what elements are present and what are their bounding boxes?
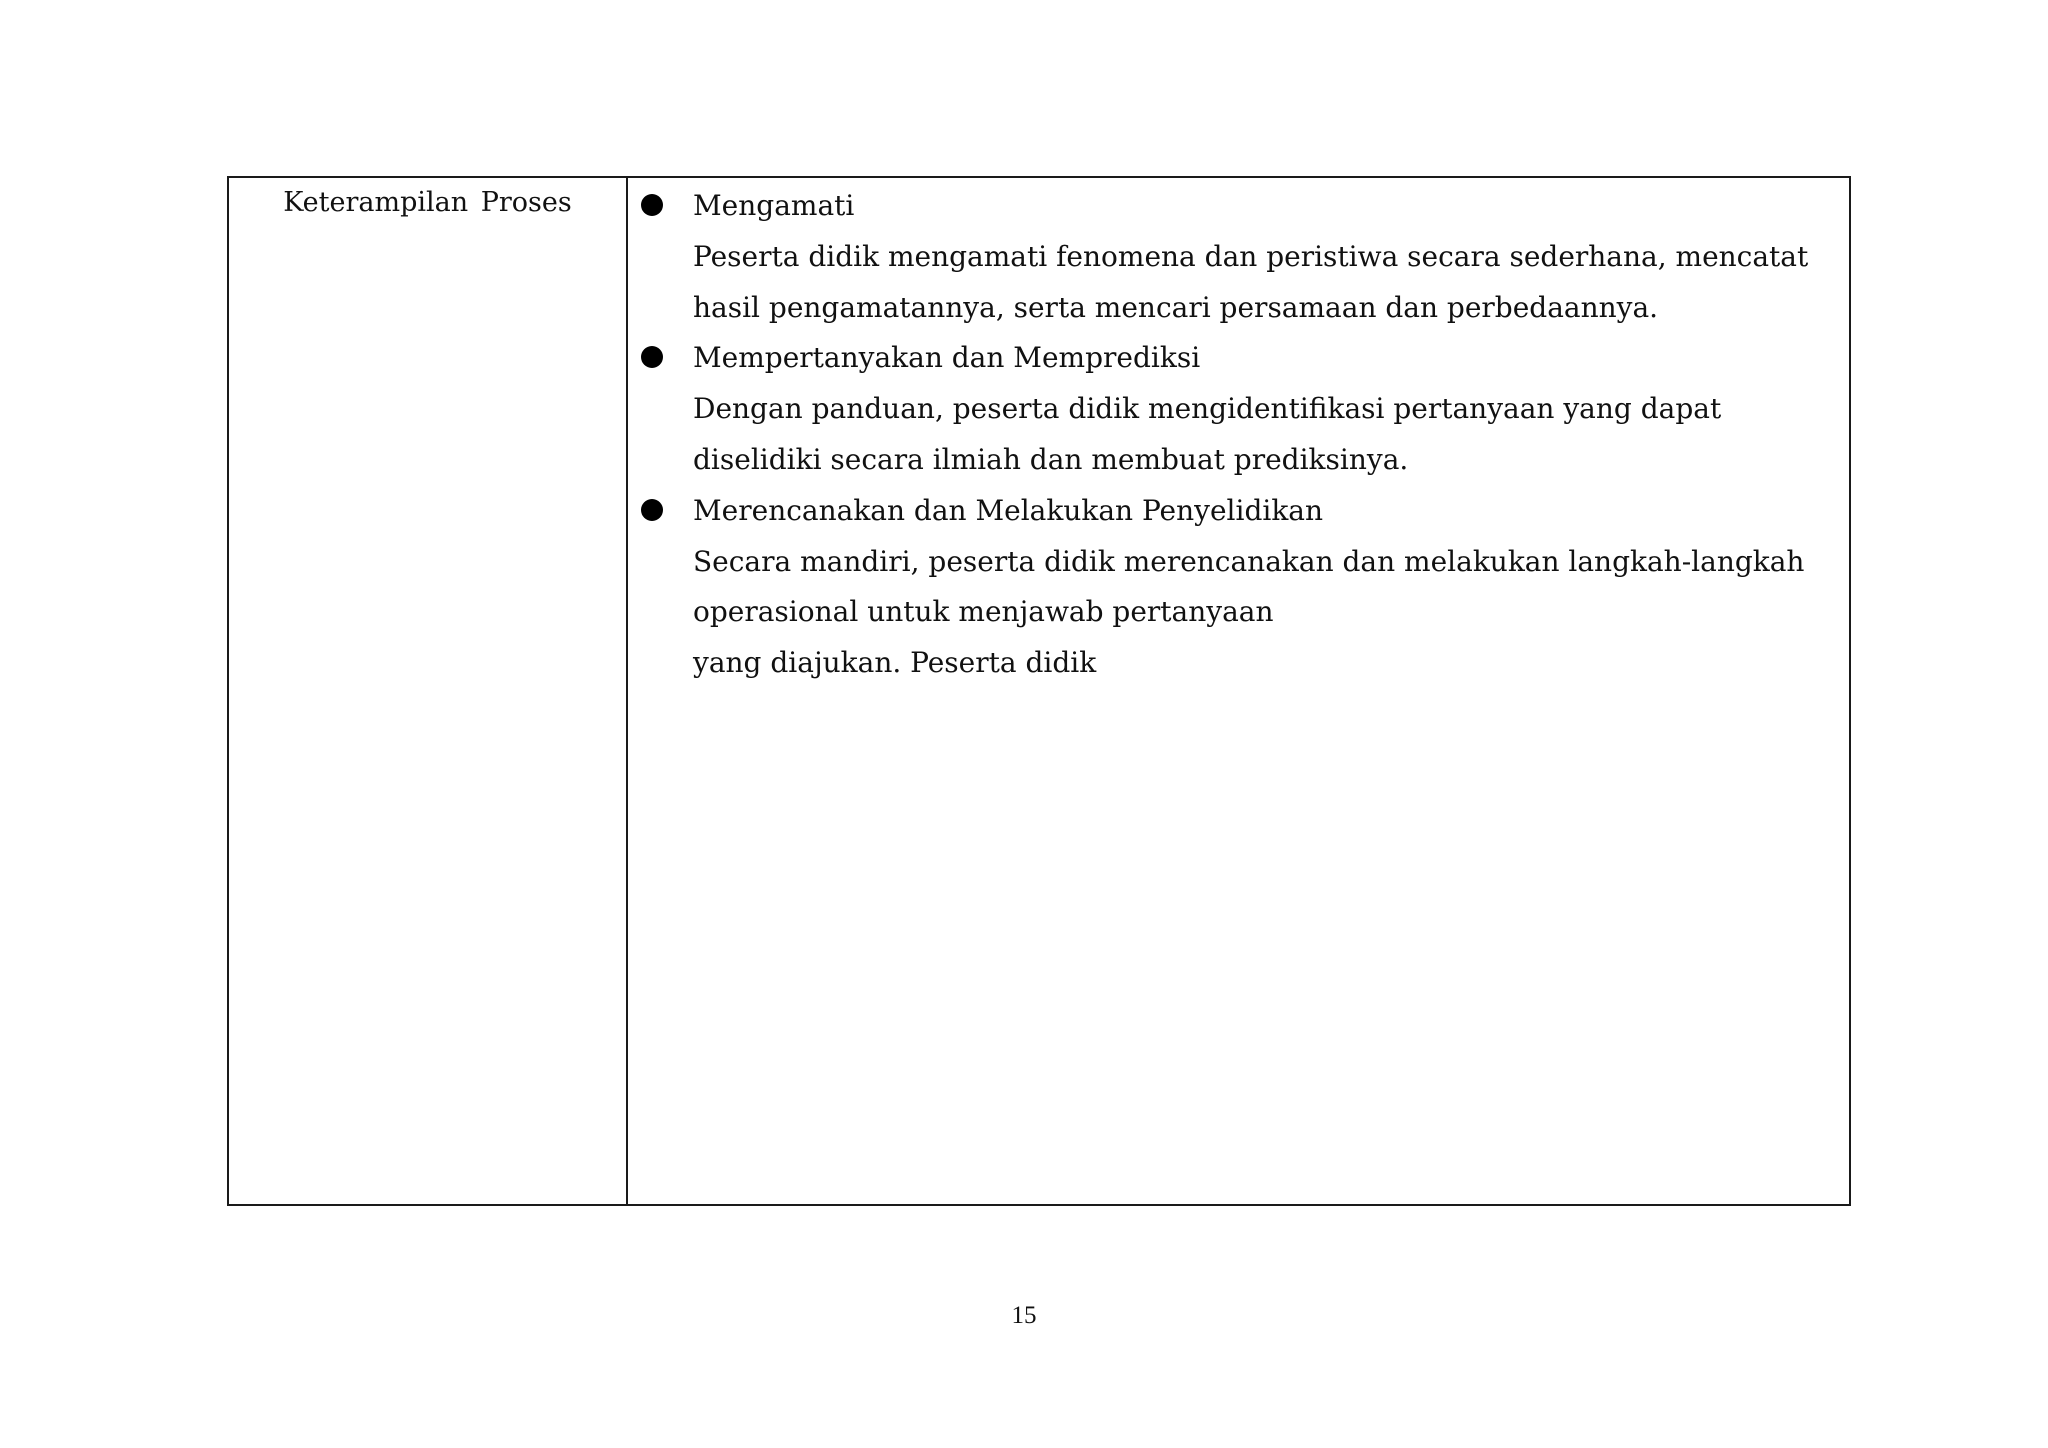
bullet-icon [641, 194, 663, 216]
list-item-text: Peserta didik mengamati fenomena dan peristiwa secara sederhana, mencatat [693, 239, 1809, 273]
content-table [227, 176, 1851, 1206]
list-item [629, 333, 1849, 485]
list-item-text: Secara mandiri, peserta didik merencanakan dan melakukan langkah-langkah [693, 544, 1805, 578]
row-heading: Keterampilan Proses [283, 187, 572, 218]
list-item-text: operasional untuk menjawab pertanyaan [693, 595, 1274, 629]
list-item-text: yang diajukan. Peserta didik [693, 646, 1097, 680]
right-column-cell [629, 178, 1849, 689]
page-number: 15 [1011, 1302, 1037, 1329]
bullet-icon [641, 346, 663, 368]
left-column-cell [229, 178, 626, 225]
list-item-title: Merencanakan dan Melakukan Penyelidikan [693, 493, 1324, 527]
list-item-text: hasil pengamatannya, serta mencari persamaan dan perbedaannya. [693, 290, 1659, 324]
bullet-icon [641, 499, 663, 521]
list-item [629, 486, 1849, 689]
column-divider [626, 178, 628, 1204]
list-item-text: Dengan panduan, peserta didik mengidentifikasi pertanyaan yang dapat [693, 392, 1722, 426]
list-item-text: diselidiki secara ilmiah dan membuat prediksinya. [693, 442, 1409, 476]
list-item-title: Mengamati [693, 189, 855, 222]
list-item-title: Mempertanyakan dan Memprediksi [693, 341, 1201, 375]
list-item [629, 181, 1849, 333]
